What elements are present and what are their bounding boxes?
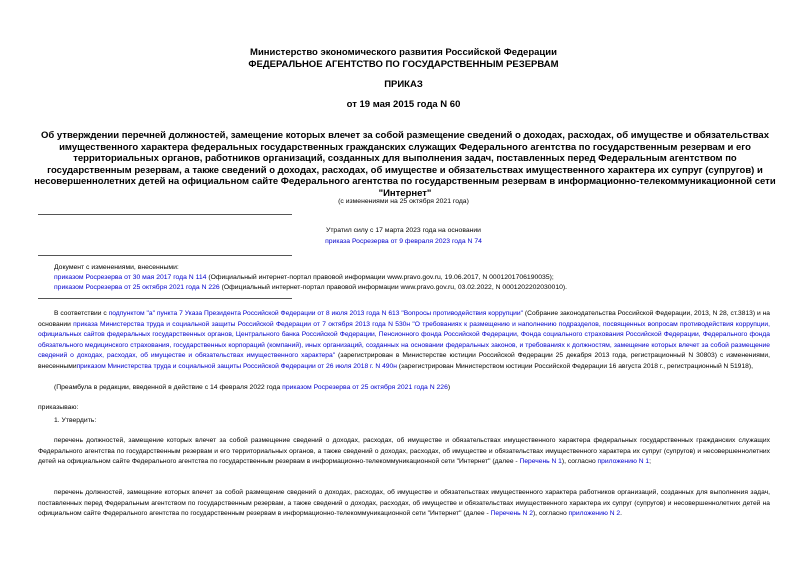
divider xyxy=(38,298,292,299)
expired-order-link[interactable]: приказа Росрезерва от 9 февраля 2023 года N 74 xyxy=(325,238,482,245)
document-type: ПРИКАЗ xyxy=(384,79,423,90)
appendix-1-link[interactable]: приложению N 1 xyxy=(597,458,650,466)
change-item: приказом Росрезерва от 25 октября 2021 года N 226 (Официальный интернет-портал правовой информации www.pravo.gov.ru, 03.02.2022, N 0001202202030010). xyxy=(54,284,568,291)
expired-link-row xyxy=(0,237,807,247)
preamble: В соответствии с подпунктом "а" пункта 7 Указа Президента Российской Федерации от 8 июля 2013 года N 613 "Вопросы противодействия коррупции" (Собрание законодательства Российской Федерации, 2013, N 28, ст.3813) и на основании приказа Министерства труда и социальной защиты Российской Федерации от 7 октября 2013 года N 530н "О требованиях к размещению и наполнению подразделов, посвященных вопросам противодействия коррупции, официальных сайтов федеральных государственных органов, Центрального банка Российской Федерации, Пенсионного фонда Российской Федерации, Фонда социального страхования Российской Федерации, Федерального фонда обязательного медицинского страхования, государственных корпораций (компаний), иных организаций, созданных на основании федеральных законов, и требованиях к должностям, замещение которых влечет за собой размещение сведений о доходах, расходах, об имуществе и обязательствах имущественного характера" (зарегистрирован в Министерстве юстиции Российской Федерации 25 декабря 2013 года, регистрационный N 30803) с изменениями, внесеннымиприказом Министерства труда и социальной защиты Российской Федерации от 26 июля 2018 г. N 490н (зарегистрирован Министерством юстиции Российской Федерации 16 августа 2018 г., регистрационный N 51918), xyxy=(38,310,771,370)
order-word: приказываю: xyxy=(38,404,79,411)
preamble-note: (Преамбула в редакции, введенной в действие с 14 февраля 2022 года приказом Росрезерва от 25 октября 2021 года N 226) xyxy=(54,384,451,391)
document-title: Об утверждении перечней должностей, замещение которых влечет за собой размещение сведений о доходах, расходах, об имуществе и обязательствах имущественного характера федеральных государственных гражданских служащих Федерального агентства по государственным резервам и его территориальных органов, работников организаций, созданных для выполнения задач, поставленных перед Федеральным агентством по государственным резервам, а также сведений о доходах, расходах, об имуществе и обязательствах имущественного характера их супруг (супругов) и несовершеннолетних детей на официальном сайте Федерального агентства по государственным резервам в информационно-телекоммуникационной сети "Интернет" xyxy=(34,130,776,199)
amended-note: (с изменениями на 25 октября 2021 года) xyxy=(338,198,469,205)
change-order-link[interactable]: приказом Росрезерва от 30 мая 2017 года N 114 xyxy=(54,274,207,281)
change-item: приказом Росрезерва от 30 мая 2017 года N 114 (Официальный интернет-портал правовой информации www.pravo.gov.ru, 19.06.2017, N 0001201706190035); xyxy=(54,274,554,281)
labor-ministry-amend-link[interactable]: приказом Министерства труда и социальной защиты Российской Федерации от 26 июля 2018 г. N 490н xyxy=(76,362,397,370)
document-date: от 19 мая 2015 года N 60 xyxy=(346,99,461,110)
list-item: перечень должностей, замещение которых влечет за собой размещение сведений о доходах, расходах, об имуществе и обязательствах имущественного характера работников организаций, созданных для выполнения задач, поставленных перед Федеральным агентством по государственным резервам, а также сведений о доходах, расходах, об имуществе и обязательствах имущественного характера их супруг (супругов) и несовершеннолетних детей на официальном сайте Федерального агентства по государственным резервам в информационно-телекоммуникационной сети "Интернет" (далее - Перечень N 2), согласно приложению N 2. xyxy=(38,489,770,518)
list-item: перечень должностей, замещение которых влечет за собой размещение сведений о доходах, расходах, об имуществе и обязательствах имущественного характера федеральных государственных гражданских служащих Федерального агентства по государственным резервам и его территориальных органов, а также сведений о доходах, расходах, об имуществе и обязательствах имущественного характера их супруг (супругов) и несовершеннолетних детей на официальном сайте Федерального агентства по государственным резервам в информационно-телекоммуникационной сети "Интернет" (далее - Перечень N 1), согласно приложению N 1; xyxy=(38,437,770,466)
appendix-2-link[interactable]: приложению N 2 xyxy=(568,510,621,518)
preamble-order-link[interactable]: приказом Росрезерва от 25 октября 2021 года N 226 xyxy=(282,384,448,391)
change-order-link[interactable]: приказом Росрезерва от 25 октября 2021 года N 226 xyxy=(54,284,220,291)
item-1: 1. Утвердить: xyxy=(54,417,97,424)
list-1-link[interactable]: Перечень N 1 xyxy=(519,458,562,466)
decree-link[interactable]: подпунктом "а" пункта 7 Указа Президента Российской Федерации от 8 июля 2013 года N 613 "Вопросы противодействия коррупции" xyxy=(108,310,524,317)
agency-name: ФЕДЕРАЛЬНОЕ АГЕНТСТВО ПО ГОСУДАРСТВЕННЫМ РЕЗЕРВАМ xyxy=(248,59,559,70)
ministry-name: Министерство экономического развития Российской Федерации xyxy=(250,47,557,58)
expired-note: Утратил силу с 17 марта 2023 года на основании xyxy=(326,227,481,234)
divider xyxy=(38,214,292,215)
divider xyxy=(38,255,292,256)
labor-ministry-order-link[interactable]: приказа Министерства труда и социальной защиты Российской Федерации от 7 октября 2013 года N 530н "О требованиях к размещению и наполнению подразделов, посвященных вопросам противодействия коррупции, официальных сайтов федеральных государственных органов, Центрального банка Российской Федерации, Пенсионного фонда Российской Федерации, Фонда социального страхования Российской Федерации, Федерального фонда обязательного медицинского страхования, государственных корпораций (компаний), иных организаций, созданных на основании федеральных законов, и требованиях к должностям, замещение которых влечет за собой размещение сведений о доходах, расходах, об имуществе и обязательствах имущественного характера" xyxy=(38,320,770,360)
changes-heading: Документ с изменениями, внесенными: xyxy=(54,264,179,271)
list-2-link[interactable]: Перечень N 2 xyxy=(490,510,533,518)
